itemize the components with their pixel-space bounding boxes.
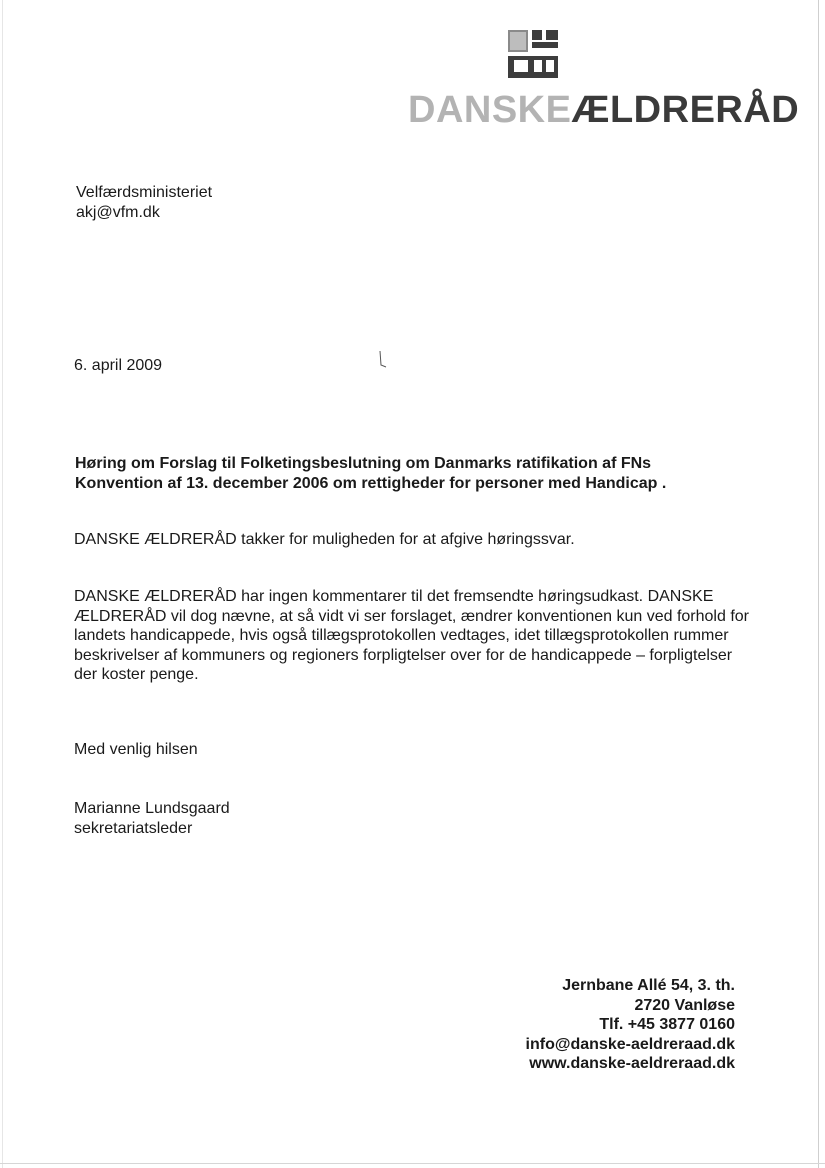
signature-title: sekretariatsleder <box>74 819 193 837</box>
logo-word-danske: DANSKE <box>408 89 572 131</box>
body-paragraph-1: DANSKE ÆLDRERÅD takker for muligheden for at afgive høringssvar. <box>74 531 575 548</box>
logo-word-aeldreraad: ÆLDRERÅD <box>571 89 800 131</box>
letter-subject: Høring om Forslag til Folketingsbeslutning om Danmarks ratifikation af FNs Konvention af 13. december 2006 om rettigheder for personer med Handicap . <box>75 455 667 492</box>
footer-email: info@danske-aeldreraad.dk <box>525 1035 735 1053</box>
footer-phone: Tlf. +45 3877 0160 <box>599 1016 735 1033</box>
organization-logo <box>408 24 800 131</box>
signature-block <box>74 799 230 838</box>
letter-date: 6. april 2009 <box>74 357 163 374</box>
signature-name: Marianne Lundsgaard <box>74 800 230 817</box>
footer-address: Jernbane Allé 54, 3. th. <box>562 977 735 994</box>
closing-salutation: Med venlig hilsen <box>74 741 198 758</box>
footer-city: 2720 Vanløse <box>634 996 735 1014</box>
page-edge-bottom <box>0 1163 825 1164</box>
footer-website: www.danske-aeldreraad.dk <box>529 1055 735 1072</box>
page-edge-left <box>2 0 3 1168</box>
recipient-block <box>76 183 212 222</box>
logo-wordmark <box>408 80 799 140</box>
scan-mark <box>378 350 388 370</box>
recipient-name: Velfærdsministeriet <box>76 184 213 201</box>
page-edge-right <box>818 0 819 1168</box>
recipient-email: akj@vfm.dk <box>76 203 160 221</box>
body-paragraph-2: DANSKE ÆLDRERÅD har ingen kommentarer til det fremsendte høringsudkast. DANSKE ÆLDRERÅD vil dog nævne, at så vidt vi ser forslaget, ændrer konventionen kun ved forhold for landets handicappede, hvis også tillægsprotokollen vedtages, idet tillægsprotokollen rummer beskrivelser af kommuners og regioners forpligtelser over for de handicappede – forpligtelser der koster penge. <box>74 588 749 683</box>
footer-contact <box>526 976 735 1074</box>
logo-emblem-icon <box>506 28 560 80</box>
